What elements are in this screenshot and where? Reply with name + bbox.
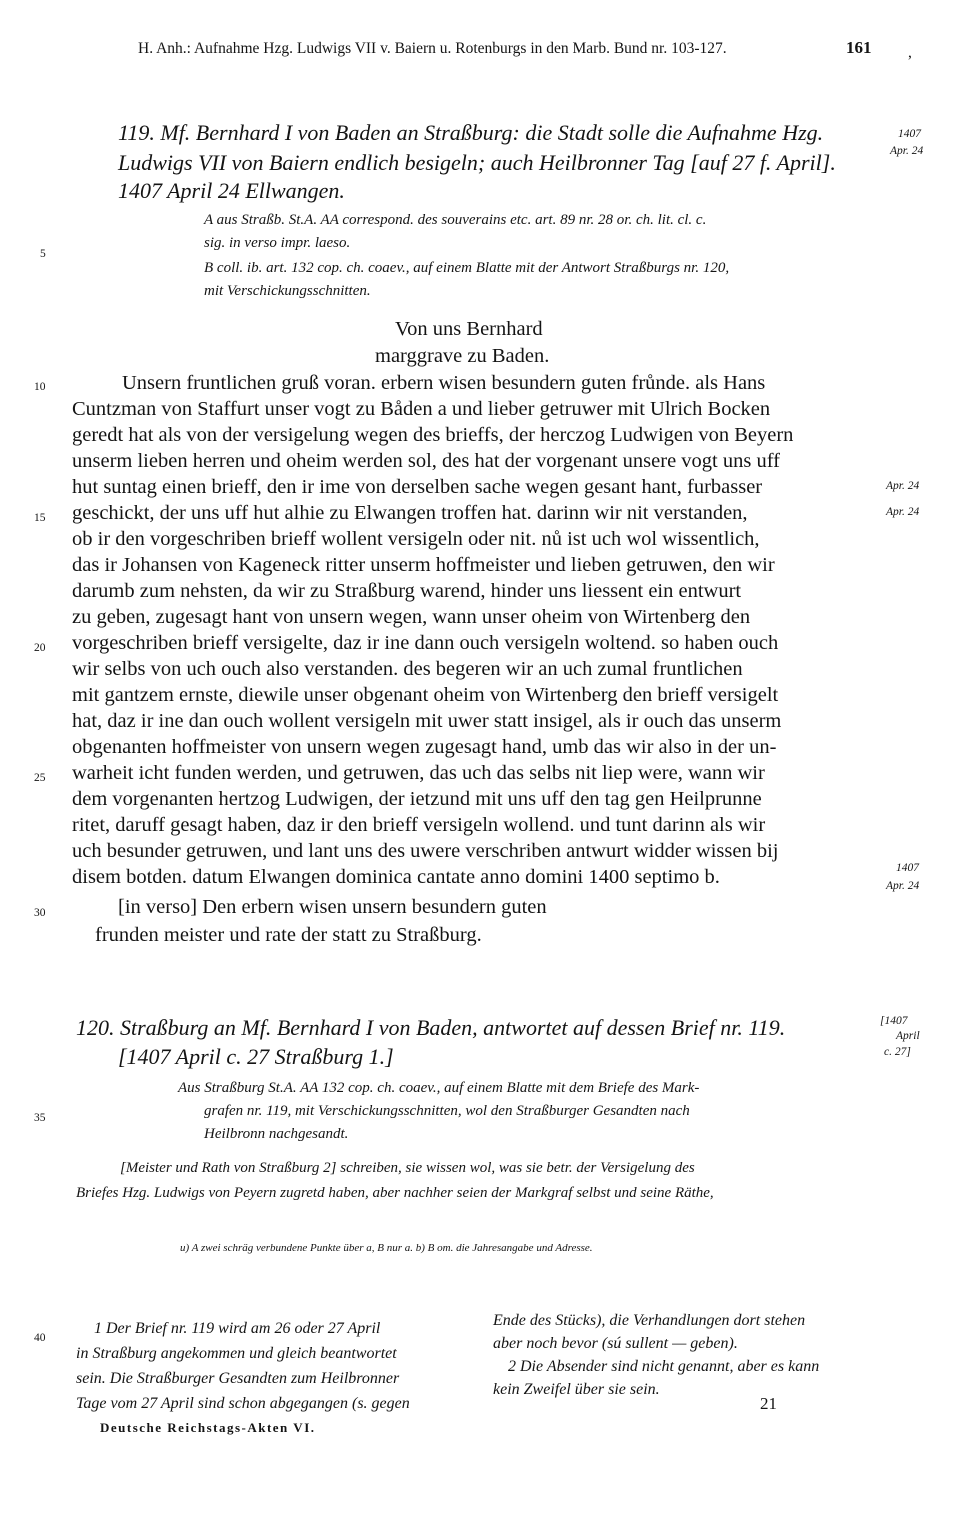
- letter-line-19: uch besunder getruwen, und lant uns des uwere verschriben antwurt widder wissen bij: [72, 840, 779, 862]
- doc119-date-day: Apr. 24: [890, 145, 924, 157]
- doc120-source-line-2: grafen nr. 119, mit Verschickungsschnitten, wol den Straßburger Gesandten nach: [204, 1103, 690, 1119]
- salutation-line-2: marggrave zu Baden.: [375, 345, 550, 367]
- doc120-source-line-1: Aus Straßburg St.A. AA 132 cop. ch. coaev., auf einem Blatte mit dem Briefe des Mark-: [178, 1080, 700, 1096]
- margin-date-note: Apr. 24: [886, 880, 920, 892]
- header-mark: ,: [908, 44, 912, 61]
- footnote-left-line-2: in Straßburg angekommen und gleich beantwortet: [76, 1345, 397, 1362]
- line-number: 40: [34, 1332, 46, 1344]
- line-number: 25: [34, 772, 46, 784]
- letter-line-18: ritet, daruff gesagt haben, daz ir den brieff versigeln wollend. und tunt darinn als wir: [72, 814, 766, 836]
- letter-line-1: Unsern fruntlichen gruß voran. erbern wisen besundern guten frůnde. als Hans: [122, 372, 766, 394]
- footnote-right-line-1: Ende des Stücks), die Verhandlungen dort stehen: [493, 1312, 806, 1329]
- footnote-left-line-1: 1 Der Brief nr. 119 wird am 26 oder 27 April: [94, 1320, 381, 1337]
- doc120-date-margin-line-2: April: [896, 1030, 920, 1042]
- margin-date-note: Apr. 24: [886, 506, 920, 518]
- doc119-source-line-2: sig. in verso impr. laeso.: [204, 235, 351, 251]
- letter-line-13: mit gantzem ernste, diewile unser obgenant oheim von Wirtenberg den brieff versigelt: [72, 684, 779, 706]
- margin-date-note: 1407: [896, 862, 919, 874]
- letter-line-15: obgenanten hoffmeister von unsern wegen zugesagt hand, umb das wir also in der un-: [72, 736, 777, 758]
- textual-notes: u) A zwei schräg verbundene Punkte über a, B nur a. b) B om. die Jahresangabe und Adresse.: [180, 1242, 593, 1254]
- line-number: 5: [40, 248, 46, 260]
- footnote-right-line-2: aber noch bevor (sú sullent — geben).: [493, 1335, 738, 1352]
- footnote-left-line-4: Tage vom 27 April sind schon abgegangen (s. gegen: [76, 1395, 410, 1412]
- doc120-date-margin-line-1: [1407: [880, 1015, 908, 1027]
- salutation-line-1: Von uns Bernhard: [395, 318, 543, 340]
- line-number: 30: [34, 907, 46, 919]
- doc120-date-margin-line-3: c. 27]: [884, 1046, 911, 1058]
- letter-line-9: darumb zum nehsten, da wir zu Straßburg warend, hinder uns liessent ein entwurt: [72, 580, 742, 602]
- letter-line-8: das ir Johansen von Kageneck ritter unserm hoffmeister und lieben getruwen, den wir: [72, 554, 775, 576]
- letter-line-20: disem botden. datum Elwangen dominica cantate anno domini 1400 septimo b.: [72, 866, 720, 888]
- footnote-right-line-4: kein Zweifel über sie sein.: [493, 1381, 660, 1398]
- footnote-left-line-3: sein. Die Straßburger Gesandten zum Heilbronner: [76, 1370, 400, 1387]
- line-number: 10: [34, 381, 46, 393]
- letter-line-4: unserm lieben herren und oheim werden sol, des hat der vorgenant unsere vogt uns uff: [72, 450, 781, 472]
- line-number: 15: [34, 512, 46, 524]
- doc119-source-line-1: A aus Straßb. St.A. AA correspond. des souverains etc. art. 89 nr. 28 or. ch. lit. cl. c.: [204, 212, 707, 228]
- letter-line-17: dem vorgenanten hertzog Ludwigen, der ietzund mit uns uff den tag gen Heilprunne: [72, 788, 762, 810]
- letter-line-3: geredt hat als von der versigelung wegen des brieffs, der herczog Ludwigen von Beyern: [72, 424, 794, 446]
- running-head: H. Anh.: Aufnahme Hzg. Ludwigs VII v. Baiern u. Rotenburgs in den Marb. Bund nr. 103-127.: [138, 40, 727, 57]
- doc120-summary-line-2: Briefes Hzg. Ludwigs von Peyern zugretd haben, aber nachher seien der Markgraf selbst und seine Räthe,: [76, 1185, 714, 1201]
- doc119-title-line-1: 119. Mf. Bernhard I von Baden an Straßburg: die Stadt solle die Aufnahme Hzg.: [118, 120, 824, 145]
- address-line-1: [in verso] Den erbern wisen unsern besundern guten: [118, 896, 547, 918]
- letter-line-10: zu geben, zugesagt hant von unsern wegen, wann unser oheim von Wirtenberg den: [72, 606, 751, 628]
- sheet-number: 21: [760, 1394, 777, 1413]
- letter-line-16: warheit icht funden werden, und getruwen, das uch das selbs nit liep were, wann wir: [72, 762, 765, 784]
- line-number: 20: [34, 642, 46, 654]
- doc119-title-line-2: Ludwigs VII von Baiern endlich besigeln; auch Heilbronner Tag [auf 27 f. April].: [118, 150, 836, 175]
- doc119-source-line-3: B coll. ib. art. 132 cop. ch. coaev., auf einem Blatte mit der Antwort Straßburgs nr. 120,: [204, 260, 730, 276]
- doc119-source-line-4: mit Verschickungsschnitten.: [204, 283, 371, 299]
- doc120-title-line-2: [1407 April c. 27 Straßburg 1.]: [118, 1044, 394, 1069]
- address-line-2: frunden meister und rate der statt zu Straßburg.: [95, 924, 482, 946]
- letter-line-5: hut suntag einen brieff, den ir ime von derselben sache wegen gesant hant, furbasser: [72, 476, 763, 498]
- doc119-date-year: 1407: [898, 128, 921, 140]
- letter-line-7: ob ir den vorgeschriben brieff wollent versigeln oder nit. nů ist uch wol wissentlich,: [72, 528, 760, 550]
- doc119-title-line-3: 1407 April 24 Ellwangen.: [118, 178, 345, 203]
- letter-line-12: wir selbs von uch ouch also verstanden. des begeren wir an uch zumal fruntlichen: [72, 658, 743, 680]
- footnote-right-line-3: 2 Die Absender sind nicht genannt, aber es kann: [508, 1358, 820, 1375]
- letter-line-2: Cuntzman von Staffurt unser vogt zu Båden a und lieber getruwer mit Ulrich Bocken: [72, 398, 771, 420]
- letter-line-14: hat, daz ir ine dan ouch wollent versigeln mit uwer statt insigel, als ir ouch das unserm: [72, 710, 782, 732]
- doc120-summary-line-1: [Meister und Rath von Straßburg 2] schreiben, sie wissen wol, was sie betr. der Versigelung des: [120, 1160, 695, 1176]
- letter-line-6: geschickt, der uns uff hut alhie zu Elwangen troffen hat. darinn wir nit verstanden,: [72, 502, 748, 524]
- line-number: 35: [34, 1112, 46, 1124]
- margin-date-note: Apr. 24: [886, 480, 920, 492]
- page-number: 161: [846, 38, 872, 57]
- doc120-title-line-1: 120. Straßburg an Mf. Bernhard I von Baden, antwortet auf dessen Brief nr. 119.: [76, 1015, 786, 1040]
- signature-mark: Deutsche Reichstags-Akten VI.: [100, 1420, 316, 1435]
- doc120-source-line-3: Heilbronn nachgesandt.: [204, 1126, 349, 1142]
- letter-line-11: vorgeschriben brieff versigelte, daz ir ine dann ouch versigeln woltend. so haben ouch: [72, 632, 779, 654]
